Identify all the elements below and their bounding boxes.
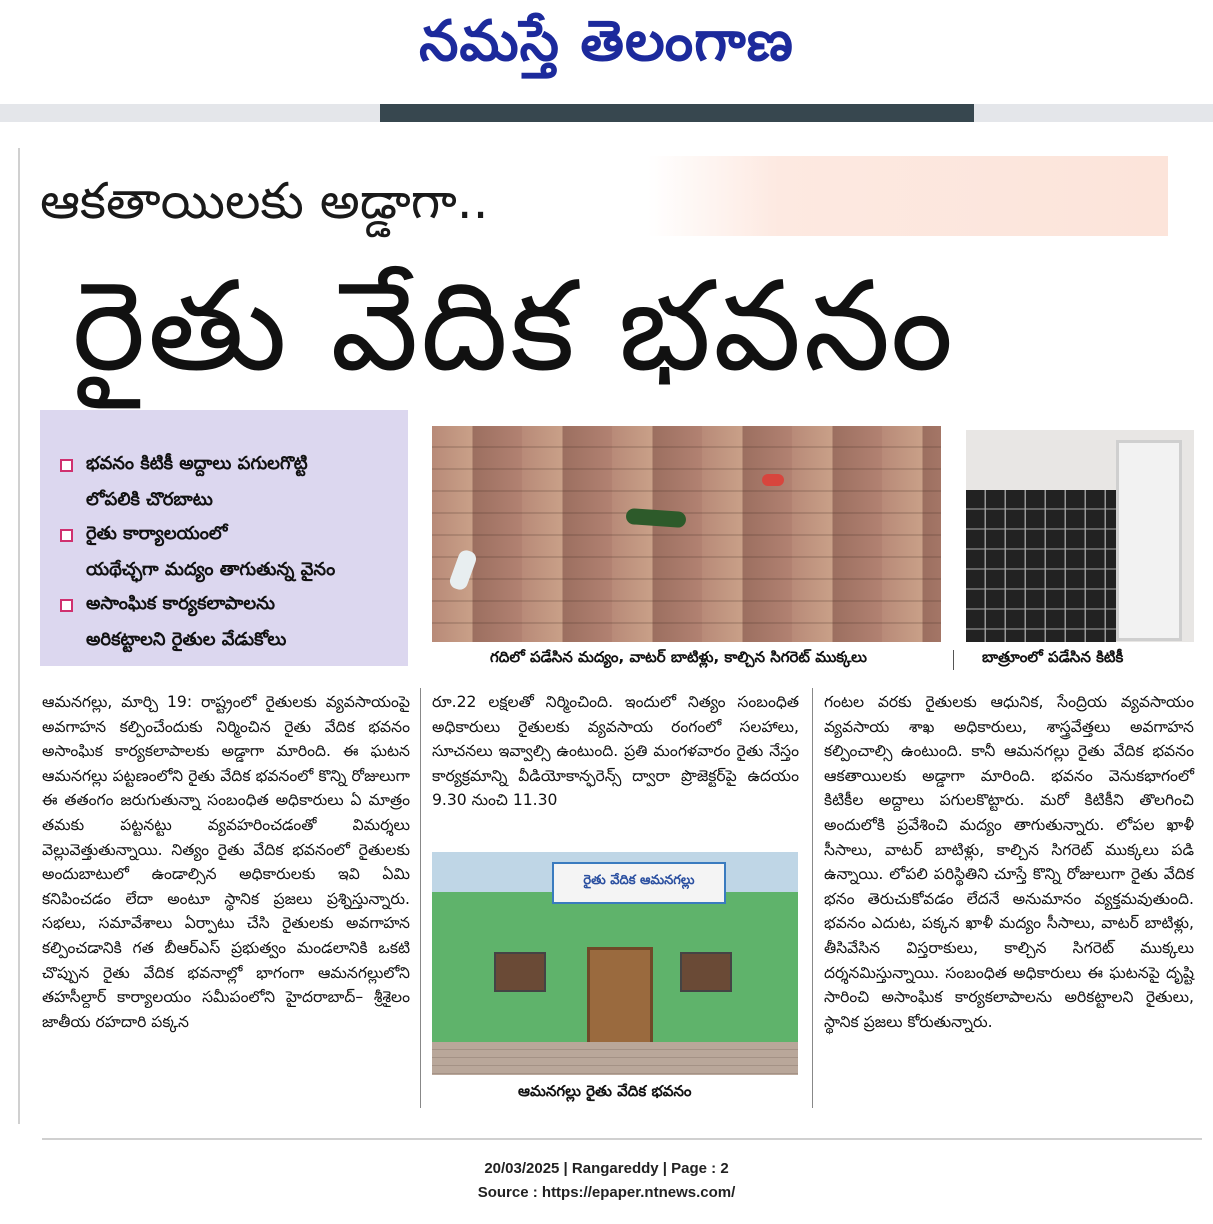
highlight-line: అసాంఘిక కార్యకలాపాలను [86, 593, 275, 614]
header-rule-accent [380, 104, 974, 122]
window-frame-image [1116, 440, 1182, 641]
footer-dateline: 20/03/2025 | Rangareddy | Page : 2 [484, 1160, 729, 1177]
body-column: ఆమనగల్లు, మార్చి 19: రాష్ట్రంలో రైతులకు వ్యవసాయంపై అవగాహన కల్పించేందుకు నిర్మించిన రైతు వేదిక భవనం అసాంఘిక కార్యకలాపాలకు అడ్డాగా మారింది. ఈ ఘటన ఆమనగల్లు పట్టణంలోని రైతు వేదిక భవనంలో కొన్ని రోజులుగా ఈ తతంగం జరుగుతున్నా సంబంధిత అధికారులు ఏ మాత్రం తమకు పట్టనట్టు వ్యవహరించడంతో విమర్శలు వెల్లువెత్తుతున్నాయి. నిత్యం రైతు వేదిక భవనంలో రైతులకు అందుబాటులో ఉండాల్సిన అధికారులకు ఇవి ఏమి కనిపించడం లేదా అంటూ స్థానిక ప్రజలు ప్రశ్నిస్తున్నారు. సభలు, సమావేశాలు ఏర్పాటు చేసి రైతులకు అవగాహన కల్పించడానికి గత బీఆర్ఎస్ ప్రభుత్వం మండలానికి ఒకటి చొప్పున రైతు వేదిక భవనాల్లో భాగంగా ఆమనగల్లులోని తహసీల్దార్ కార్యాలయం సమీపంలోని హైదరాబాద్– శ్రీశైలం జాతీయ రహదారి పక్కన [42, 693, 410, 1031]
packet-image [762, 474, 784, 486]
highlight-line: లోపలికి చొరబాటు [86, 489, 213, 510]
photo-building [432, 852, 798, 1075]
highlight-item [60, 586, 400, 658]
bullet-square-icon [60, 459, 73, 472]
highlight-item [60, 446, 400, 518]
photo-caption: బాత్రూంలో పడేసిన కిటికీ [982, 648, 1124, 666]
signboard-text: రైతు వేదిక ఆమనగల్లు [583, 873, 695, 888]
photo-bathroom [966, 430, 1194, 642]
highlights-box [40, 410, 408, 666]
newspaper-logo: నమస్తే తెలంగాణ [419, 8, 794, 74]
highlight-item [60, 516, 400, 588]
frame-bottom-border [42, 1138, 1202, 1140]
highlight-line: యథేచ్ఛగా మద్యం తాగుతున్న వైనం [86, 559, 336, 580]
body-column: గంటల వరకు రైతులకు ఆధునిక, సేంద్రియ వ్యవసాయం వ్యవసాయ శాఖ అధికారులు, శాస్త్రవేత్తలు అవగాహన కల్పించాల్సి ఉంటుంది. కానీ ఆమనగల్లు రైతు వేదిక భవనం ఆకతాయిలకు అడ్డాగా మారింది. భవనం వెనుకభాగంలో కిటికీల అద్దాలు పగులకొట్టారు. మరో కిటికీని తొలగించి అందులోకి ప్రవేశించి మద్యం తాగుతున్నారు. లోపల ఖాళీ సీసాలు, వాటర్ బాటిళ్లు, కాల్చిన సిగరెట్ ముక్కలు పడి ఉన్నాయి. లోపలి పరిస్థితిని చూస్తే కొన్ని రోజులుగా రైతు వేదిక భనం తెరుచుకోవడం లేదనే అనుమానం వ్యక్తమవుతుంది. భవనం ఎదుట, పక్కన ఖాళీ మద్యం సీసాలు, వాటర్ బాటిళ్లు, తీసివేసిన విస్తరాకులు, కాల్చిన సిగరెట్ ముక్కలు దర్శనమిస్తున్నాయి. సంబంధిత అధికారులు ఈ ఘటనపై దృష్టి సారించి అసాంఘిక కార్యకలాపాలను అరికట్టాలని రైతులు, స్థానిక ప్రజలు కోరుతున్నారు. [824, 693, 1194, 1031]
kicker-highlight [648, 156, 1168, 236]
highlight-line: రైతు కార్యాలయంలో [86, 523, 228, 544]
frame-left-border [18, 148, 20, 1124]
building-signboard [552, 862, 726, 904]
building-window [494, 952, 546, 992]
masthead [0, 0, 1213, 100]
footer-source: Source : https://epaper.ntnews.com/ [477, 1184, 736, 1201]
photo-room-floor [432, 426, 941, 642]
column-divider [812, 688, 813, 1108]
body-column: రూ.22 లక్షలతో నిర్మించింది. ఇందులో నిత్యం సంబంధిత అధికారులు రైతులకు వ్యవసాయ రంగంలో సలహాలు, సూచనలు ఇవ్వాల్సి ఉంటుంది. ప్రతి మంగళవారం రైతు నేస్తం కార్యక్రమాన్ని వీడియోకాన్ఫరెన్స్ ద్వారా ప్రొజెక్టర్‌పై ఉదయం 9.30 నుంచి 11.30 [432, 693, 799, 810]
column-divider [420, 688, 421, 1108]
article-headline: రైతు వేదిక భవనం [72, 255, 956, 399]
photo-caption: ఆమనగల్లు రైతు వేదిక భవనం [518, 1082, 692, 1100]
floor-tiles [432, 426, 941, 642]
building-window [680, 952, 732, 992]
wall-tiles [966, 490, 1116, 642]
bullet-square-icon [60, 599, 73, 612]
building-door [587, 947, 653, 1048]
bullet-square-icon [60, 529, 73, 542]
article-kicker: ఆకతాయిలకు అడ్డాగా.. [40, 172, 489, 230]
photo-caption: గదిలో పడేసిన మద్యం, వాటర్ బాటిళ్లు, కాల్చిన సిగరెట్ ముక్కలు [490, 648, 867, 666]
caption-divider [953, 650, 954, 670]
building-steps [432, 1042, 798, 1075]
highlight-line: భవనం కిటికీ అద్దాలు పగులగొట్టి [86, 453, 308, 474]
highlight-line: అరికట్టాలని రైతుల వేడుకోలు [86, 629, 287, 650]
